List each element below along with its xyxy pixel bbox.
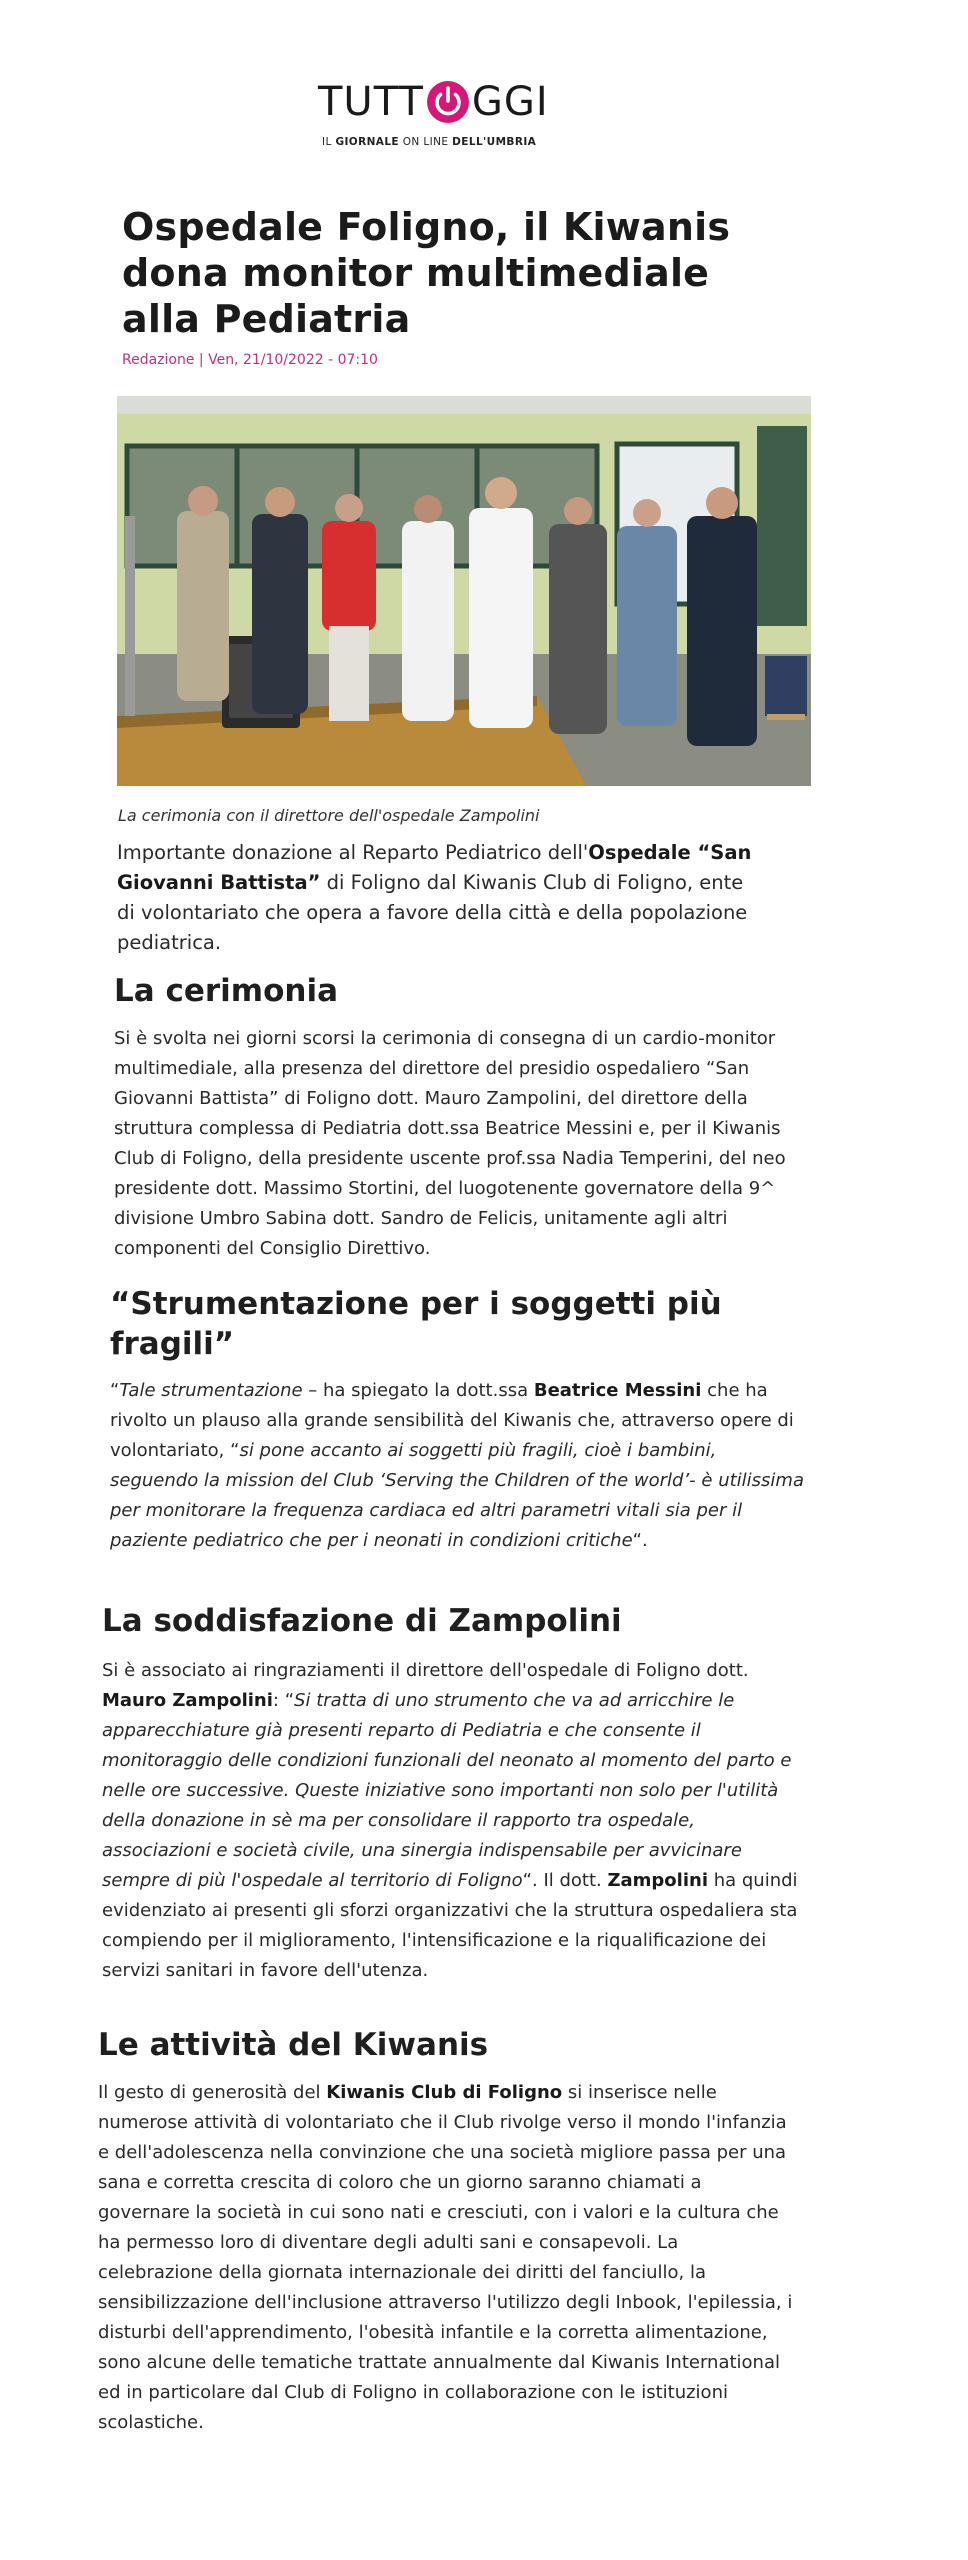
image-caption: La cerimonia con il direttore dell'ospedale Zampolini [118,806,540,825]
logo-tagline: IL GIORNALE ON LINE DELL'UMBRIA [322,136,537,148]
section-heading-kiwanis: Le attività del Kiwanis [98,2027,489,2063]
logo-wordmark [318,78,549,126]
intro-paragraph: Importante donazione al Reparto Pediatrico dell'Ospedale “San Giovanni Battista” di Foligno dal Kiwanis Club di Foligno, ente di volontariato che opera a favore della città e della popolazione pediatrica. [117,841,752,954]
paragraph-cerimonia: Si è svolta nei giorni scorsi la cerimonia di consegna di un cardio-monitor multimediale, alla presenza del direttore del presidio ospedaliero “San Giovanni Battista” di Foligno dott. Mauro Zampolini, del direttore della struttura complessa di Pediatria dott.ssa Beatrice Messini e, per il Kiwanis Club di Foligno, della presidente uscente prof.ssa Nadia Temperini, del neo presidente dott. Massimo Stortini, del luogotenente governatore della 9^ divisione Umbro Sabina dott. Sandro de Felicis, unitamente agli altri componenti del Consiglio Direttivo. [114,1028,786,1259]
site-logo[interactable] [318,78,558,158]
article-title: Ospedale Foligno, il Kiwanis dona monitor multimediale alla Pediatria [122,205,731,341]
paragraph-kiwanis: Il gesto di generosità del Kiwanis Club di Foligno si inserisce nelle numerose attività di volontariato che il Club rivolge verso il mondo l'infanzia e dell'adolescenza nella convinzione che una società migliore passa per una sana e corretta crescita di coloro che un giorno saranno chiamati a governare la società in cui sono nati e cresciuti, con i valori e la cultura che ha permesso loro di diventare degli adulti sani e consapevoli. La celebrazione della giornata internazionale dei diritti del fanciullo, la sensibilizzazione dell'inclusione attraverso l'utilizzo degli Inbook, l'epilessia, i disturbi dell'apprendimento, l'obesità infantile e la corretta alimentazione, sono alcune delle tematiche trattate annualmente dal Kiwanis International ed in particolare dal Club di Foligno in collaborazione con le istituzioni scolastiche. [98,2082,793,2433]
section-heading-cerimonia: La cerimonia [114,973,338,1009]
article-byline: Redazione | Ven, 21/10/2022 - 07:10 [122,352,378,368]
article-photo [117,396,811,786]
logo-text-start: TUTT [318,79,424,125]
logo-text-end: GGI [471,79,549,125]
paragraph-strumentazione: “Tale strumentazione – ha spiegato la dott.ssa Beatrice Messini che ha rivolto un plauso alla grande sensibilità del Kiwanis che, attraverso opere di volontariato, “si pone accanto ai soggetti più fragili, cioè i bambini, seguendo la mission del Club ‘Serving the Children of the world’- è utilissima per monitorare la frequenza cardiaca ed altri parametri vitali sia per il paziente pediatrico che per i neonati in condizioni critiche“. [110,1380,804,1551]
section-heading-zampolini: La soddisfazione di Zampolini [102,1603,622,1639]
paragraph-zampolini: Si è associato ai ringraziamenti il direttore dell'ospedale di Foligno dott. Mauro Zampolini: “Si tratta di uno strumento che va ad arricchire le apparecchiature già presenti reparto di Pediatria e che consente il monitoraggio delle condizioni funzionali del neonato al momento del parto e nelle ore successive. Queste iniziative sono importanti non solo per l'utilità della donazione in sè ma per consolidare il rapporto tra ospedale, associazioni e società civile, una sinergia indispensabile per avvicinare sempre di più l'ospedale al territorio di Foligno“. Il dott. Zampolini ha quindi evidenziato ai presenti gli sforzi organizzativi che la struttura ospedaliera sta compiendo per il miglioramento, l'intensificazione e la riqualificazione dei servizi sanitari in favore dell'utenza. [102,1660,798,1981]
section-heading-strumentazione: “Strumentazione per i soggetti più fragili” [110,1286,722,1362]
power-icon [425,79,471,125]
